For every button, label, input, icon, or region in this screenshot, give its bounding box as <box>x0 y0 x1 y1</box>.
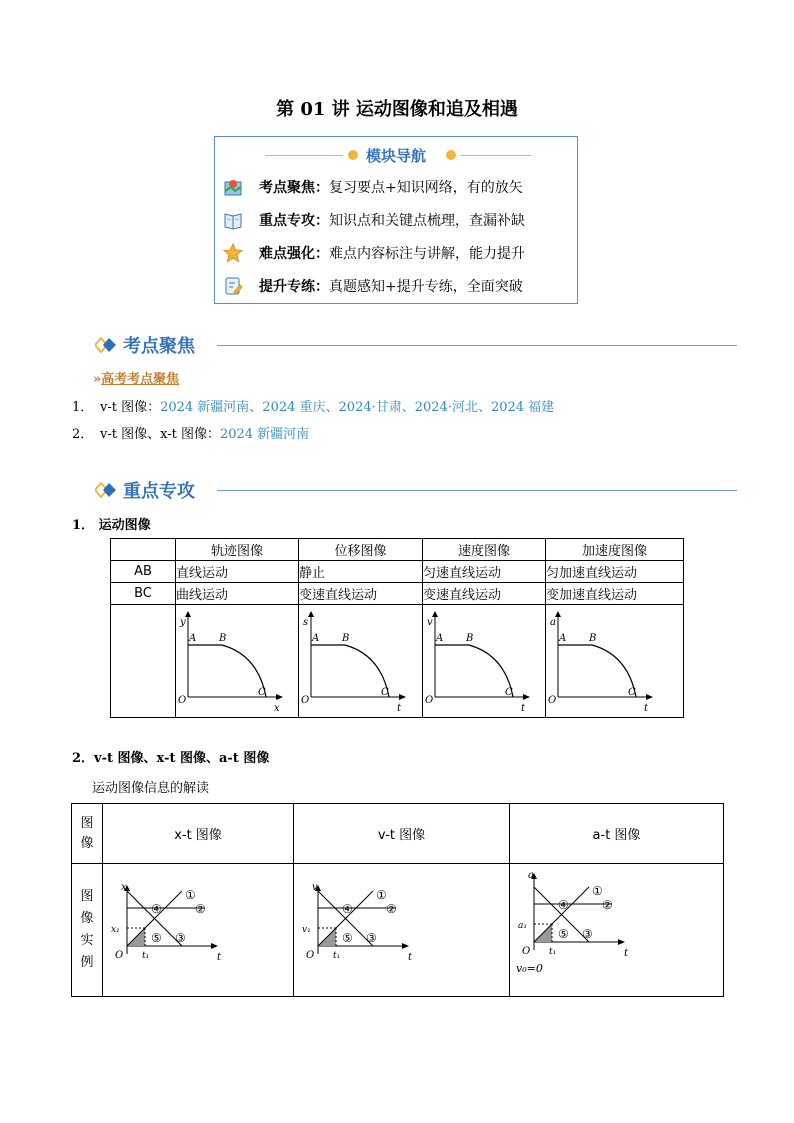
table-cell: 直线运动 <box>176 561 299 583</box>
table-cell: 变速直线运动 <box>423 583 546 605</box>
origin-label: O <box>115 950 124 961</box>
y-axis-label: a <box>528 870 534 881</box>
point-b-label: B <box>219 633 227 644</box>
nav-item-nandian <box>223 241 525 265</box>
trajectory-graph <box>176 605 298 713</box>
book-icon <box>223 210 243 230</box>
star-icon <box>223 243 243 263</box>
list-label: v-t 图像： <box>100 400 161 415</box>
x-axis-arrow <box>618 939 625 945</box>
table-cell <box>111 605 176 718</box>
nav-item-label: 难点强化： <box>259 246 329 262</box>
point-a-label: A <box>312 633 320 644</box>
list-item <box>72 396 554 415</box>
section-header-kaodian <box>95 333 195 357</box>
y1-label: x₁ <box>111 925 120 935</box>
label-3: ③ <box>582 927 593 941</box>
nav-dot-right <box>446 150 456 160</box>
subheading: 1． 运动图像 <box>72 518 151 533</box>
point-b-label: B <box>589 633 597 644</box>
y-axis-label: a <box>550 617 556 628</box>
table-header-cell: 位移图像 <box>299 539 423 561</box>
nav-item-desc: 难点内容标注与讲解，能力提升 <box>329 246 525 262</box>
point-a-label: A <box>189 633 197 644</box>
edit-icon <box>223 276 243 296</box>
table-cell: 曲线运动 <box>176 583 299 605</box>
y-axis-arrow <box>308 611 314 617</box>
label-4: ④ <box>342 902 353 916</box>
origin-label: O <box>301 695 310 706</box>
graph-cell <box>510 864 724 997</box>
list-item <box>72 423 309 442</box>
graph-cell <box>103 864 294 997</box>
table-cell: 变加速直线运动 <box>546 583 684 605</box>
vt-graph <box>294 864 509 992</box>
label-1: ① <box>185 888 196 902</box>
graph-cell <box>299 605 423 718</box>
point-c-label: C <box>628 687 636 698</box>
subtitle-text: 高考考点聚焦 <box>101 372 180 387</box>
x-axis-arrow <box>276 694 283 700</box>
table-cell <box>111 539 176 561</box>
table-cell: BC <box>111 583 176 605</box>
page-title: 第 01 讲 运动图像和追及相遇 <box>276 99 518 120</box>
t1-label: t₁ <box>333 951 341 961</box>
caption: 运动图像信息的解读 <box>92 781 210 796</box>
motion-curve <box>558 645 636 697</box>
y-axis-arrow <box>432 611 438 617</box>
label-1: ① <box>592 884 603 898</box>
list-num: 1． <box>72 400 94 415</box>
list-value: 2024 新疆河南、2024 重庆、2024·甘肃、2024·河北、2024 福建 <box>160 400 555 415</box>
nav-item-desc: 知识点和关键点梳理，查漏补缺 <box>329 213 525 229</box>
table-cell: AB <box>111 561 176 583</box>
nav-line-right <box>461 155 531 156</box>
graph-cell <box>423 605 546 718</box>
graph-cell <box>176 605 299 718</box>
table-header-row <box>72 804 724 864</box>
section-rule <box>217 345 737 346</box>
motion-graph-table <box>110 538 684 718</box>
label-3: ③ <box>366 931 377 945</box>
module-nav-box <box>214 136 578 304</box>
table-row-graphs <box>111 605 684 718</box>
point-a-label: A <box>559 633 567 644</box>
nav-heading: 模块导航 <box>365 147 426 165</box>
table-header-cell: x-t 图像 <box>103 804 294 864</box>
acceleration-graph <box>546 605 683 713</box>
graph-cell <box>546 605 684 718</box>
nav-item-kaodian <box>223 175 523 199</box>
x-axis-label: x <box>274 703 280 713</box>
label-4: ④ <box>151 902 162 916</box>
point-a-label: A <box>436 633 444 644</box>
section-rule <box>217 490 737 491</box>
y1-label: v₁ <box>302 925 311 935</box>
y1-label: a₁ <box>518 921 527 931</box>
origin-label: O <box>306 950 315 961</box>
label-2: ② <box>195 902 206 916</box>
table-cell: 匀加速直线运动 <box>546 561 684 583</box>
point-b-label: B <box>342 633 350 644</box>
list-value: 2024 新疆河南 <box>219 427 310 442</box>
x-axis-label: t <box>644 703 649 713</box>
label-1: ① <box>376 888 387 902</box>
displacement-graph <box>299 605 422 713</box>
t1-label: t₁ <box>142 951 150 961</box>
table-header-cell: 加速度图像 <box>546 539 684 561</box>
t-axis-label: t <box>624 948 629 959</box>
y-axis-arrow <box>185 611 191 617</box>
section-title: 考点聚焦 <box>123 336 195 357</box>
origin-label: O <box>178 695 187 706</box>
label-3: ③ <box>175 931 186 945</box>
label-4: ④ <box>558 898 569 912</box>
section-title: 重点专攻 <box>123 481 195 502</box>
point-c-label: C <box>258 687 266 698</box>
section-subtitle <box>93 368 179 387</box>
motion-curve <box>188 645 266 697</box>
nav-item-label: 考点聚焦： <box>259 180 329 196</box>
nav-item-desc: 复习要点+知识网络，有的放矢 <box>329 180 523 196</box>
x-axis-arrow <box>399 694 406 700</box>
origin-label: O <box>425 695 434 706</box>
point-c-label: C <box>381 687 389 698</box>
x-axis-arrow <box>211 943 218 949</box>
nav-item-zhongdian <box>223 208 525 232</box>
label-5: ⑤ <box>342 931 353 945</box>
origin-label: O <box>548 695 557 706</box>
t-axis-label: t <box>217 952 222 963</box>
motion-curve <box>435 645 513 697</box>
nav-item-label: 提升专练： <box>259 279 329 295</box>
x-axis-arrow <box>402 943 409 949</box>
label-2: ② <box>386 902 397 916</box>
row-label: 图 像 <box>72 804 103 864</box>
section-header-zhongdian <box>95 478 195 502</box>
t-axis-label: t <box>408 952 413 963</box>
initial-velocity-note: v₀=0 <box>516 962 543 975</box>
table-header-cell: 轨迹图像 <box>176 539 299 561</box>
graph-cell <box>294 864 510 997</box>
table-header-cell: 速度图像 <box>423 539 546 561</box>
x-axis-arrow <box>646 694 653 700</box>
at-graph <box>510 864 723 992</box>
graph-interpretation-table <box>71 803 724 997</box>
diamond-icon <box>95 482 117 498</box>
y-axis-label: s <box>303 617 309 628</box>
motion-curve <box>311 645 389 697</box>
xt-graph <box>103 864 293 992</box>
table-row <box>111 583 684 605</box>
point-c-label: C <box>505 687 513 698</box>
label-5: ⑤ <box>151 931 162 945</box>
nav-item-desc: 真题感知+提升专练，全面突破 <box>329 279 523 295</box>
table-header-row <box>111 539 684 561</box>
point-b-label: B <box>466 633 474 644</box>
list-label: v-t 图像、x-t 图像： <box>100 427 220 442</box>
y-axis-label: x <box>121 882 127 893</box>
double-chevron-icon: » <box>93 372 102 387</box>
list-num: 2． <box>72 427 94 442</box>
x-axis-label: t <box>397 703 402 713</box>
table-row <box>111 561 684 583</box>
nav-item-label: 重点专攻： <box>259 213 329 229</box>
origin-label: O <box>522 946 531 957</box>
label-5: ⑤ <box>558 927 569 941</box>
map-icon <box>223 177 243 197</box>
y-axis-label: y <box>180 617 186 628</box>
t1-label: t₁ <box>549 947 557 957</box>
nav-item-tisheng <box>223 274 523 298</box>
subheading: 2．v-t 图像、x-t 图像、a-t 图像 <box>72 751 270 766</box>
y-axis-label: v <box>312 882 318 893</box>
x-axis-label: t <box>521 703 526 713</box>
table-header-cell: v-t 图像 <box>294 804 510 864</box>
velocity-graph <box>423 605 545 713</box>
table-header-cell: a-t 图像 <box>510 804 724 864</box>
table-cell: 变速直线运动 <box>299 583 423 605</box>
row-label: 图 像 实 例 <box>72 864 103 997</box>
x-axis-arrow <box>523 694 530 700</box>
label-2: ② <box>602 898 613 912</box>
table-cell: 匀速直线运动 <box>423 561 546 583</box>
table-cell: 静止 <box>299 561 423 583</box>
y-axis-label: v <box>427 617 433 628</box>
diamond-icon <box>95 337 117 353</box>
table-row <box>72 864 724 997</box>
